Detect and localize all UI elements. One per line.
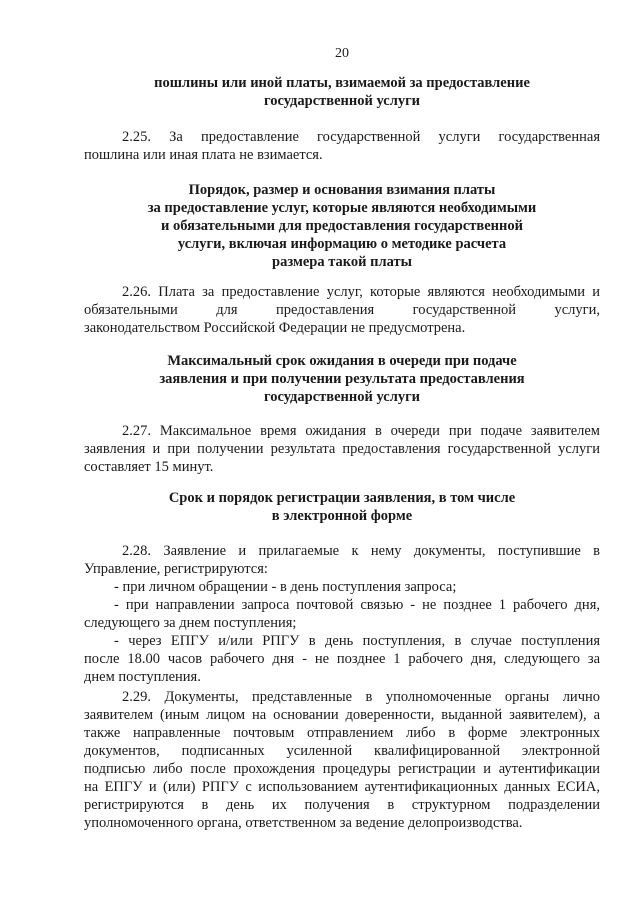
heading-line: Срок и порядок регистрации заявления, в том числе: [168, 490, 516, 506]
heading-line: заявления и при получении результата предоставления: [159, 371, 525, 387]
heading-line: и обязательными для предоставления государственной: [161, 218, 523, 234]
para-line: следующего за днем поступления;: [84, 615, 297, 631]
heading-line: размера такой платы: [272, 254, 412, 270]
page-number: 20: [335, 46, 349, 61]
paragraph-2-29: [84, 688, 600, 832]
para-line: заявления и при получении результата предоставления государственной услуги: [84, 441, 600, 457]
heading-line: в электронной форме: [271, 508, 413, 524]
heading-line: государственной услуги: [263, 389, 421, 405]
paragraph-2-25: [84, 128, 600, 164]
para-line: уполномоченного органа, ответственном за ведение делопроизводства.: [84, 815, 523, 831]
para-line: 2.25. За предоставление государственной услуги государственная: [122, 129, 600, 145]
section-heading-max-wait: [84, 352, 600, 406]
list-item: - через ЕПГУ и/или РПГУ в день поступления, в случае поступления: [114, 633, 600, 649]
paragraph-2-26: [84, 283, 600, 337]
section-heading-registration: [84, 489, 600, 525]
para-line: 2.28. Заявление и прилагаемые к нему документы, поступившие в: [122, 543, 600, 559]
para-line: на ЕПГУ и (или) РПГУ с использованием аутентификационных данных ЕСИА,: [84, 779, 600, 795]
para-line: 2.29. Документы, представленные в уполномоченные органы лично: [122, 689, 600, 705]
para-line: 2.26. Плата за предоставление услуг, которые являются необходимыми и: [122, 284, 600, 300]
section-heading-fee: [84, 74, 600, 110]
para-line: регистрируются в день их получения в структурном подразделении: [84, 797, 600, 813]
para-line: заявителем (иным лицом на основании доверенности, выданной заявителем), а: [84, 707, 600, 723]
para-line: документов, подписанных усиленной квалифицированной электронной: [84, 743, 600, 759]
para-line: после 18.00 часов рабочего дня - не позднее 1 рабочего дня, следующего за: [84, 651, 600, 667]
heading-line: услуги, включая информацию о методике расчета: [177, 236, 507, 252]
para-line: подписью либо после прохождения процедуры регистрации и аутентификации: [84, 761, 600, 777]
para-line: пошлина или иная плата не взимается.: [84, 147, 323, 163]
section-heading-payment-order: [84, 181, 600, 271]
heading-line: государственной услуги: [263, 93, 421, 109]
list-item: - при личном обращении - в день поступления запроса;: [114, 579, 457, 595]
para-line: 2.27. Максимальное время ожидания в очереди при подаче заявителем: [122, 423, 600, 439]
heading-line: за предоставление услуг, которые являются необходимыми: [147, 200, 537, 216]
heading-line: Максимальный срок ожидания в очереди при подаче: [167, 353, 517, 369]
para-line: также направленные почтовым отправлением либо в форме электронных: [84, 725, 600, 741]
para-line: составляет 15 минут.: [84, 459, 214, 475]
heading-line: пошлины или иной платы, взимаемой за предоставление: [154, 75, 530, 91]
para-line: днем поступления.: [84, 669, 201, 685]
paragraph-2-27: [84, 422, 600, 476]
list-item: - при направлении запроса почтовой связью - не позднее 1 рабочего дня,: [114, 597, 600, 613]
heading-line: Порядок, размер и основания взимания платы: [188, 182, 496, 198]
para-line: Управление, регистрируются:: [84, 561, 268, 577]
para-line: обязательными для предоставления государственной услуги,: [84, 302, 600, 318]
paragraph-2-28: [84, 542, 600, 686]
para-line: законодательством Российской Федерации не предусмотрена.: [84, 320, 466, 336]
